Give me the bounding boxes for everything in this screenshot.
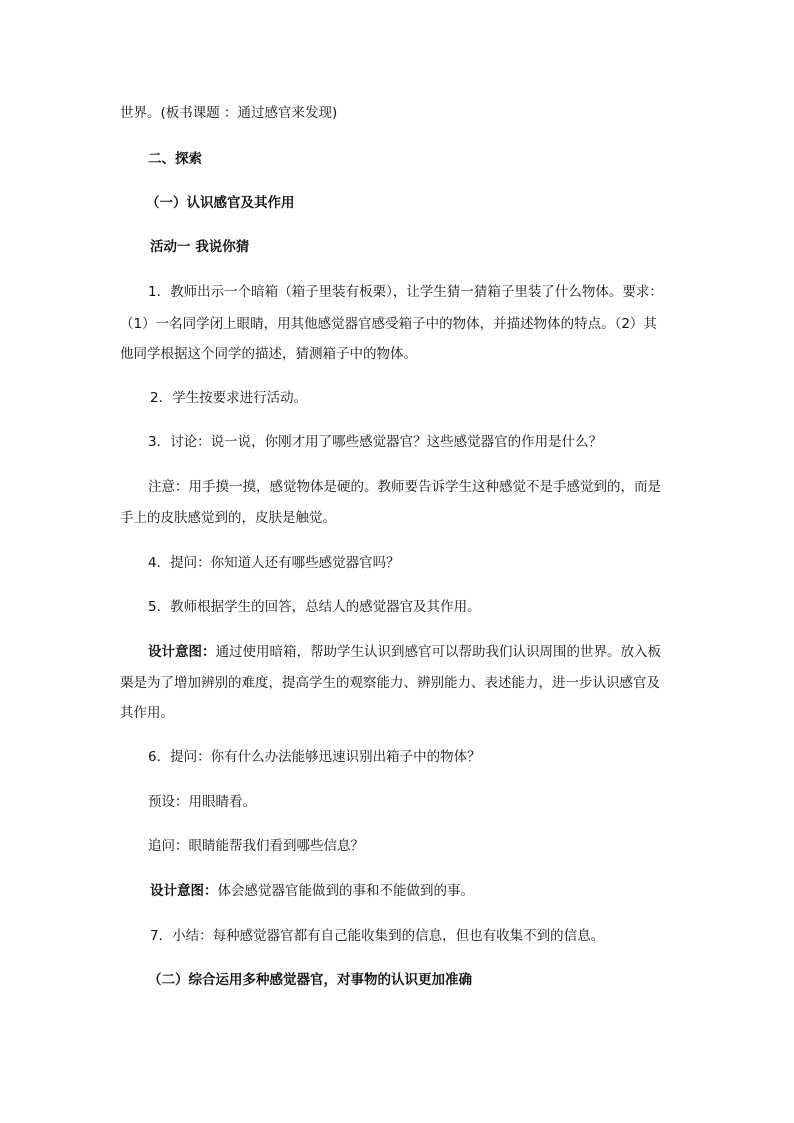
- paragraph-step-7-summary: 7．小结：每种感觉器官都有自己能收集到的信息，但也有收集不到的信息。: [150, 928, 605, 944]
- paragraph-step-6: 6．提问：你有什么办法能够迅速识别出箱子中的物体？: [148, 749, 481, 765]
- paragraph-step-1-line-3: 他同学根据这个同学的描述，猜测箱子中的物体。: [120, 346, 417, 362]
- paragraph-step-1-line-1: 1．教师出示一个暗箱（箱子里装有板栗），让学生猜一猜箱子里装了什么物体。要求：: [148, 284, 663, 300]
- paragraph-step-1-line-2: （1）一名同学闭上眼睛，用其他感觉器官感受箱子中的物体，并描述物体的特点。（2）其: [120, 316, 657, 332]
- activity-one-heading: 活动一 我说你猜: [150, 239, 250, 255]
- paragraph-preset: 预设：用眼睛看。: [148, 794, 256, 810]
- design-intent-label-2: 设计意图：: [150, 883, 218, 899]
- paragraph-design-intent-1-line-2: 栗是为了增加辨别的难度，提高学生的观察能力、辨别能力、表述能力，进一步认识感官及: [120, 675, 660, 691]
- paragraph-design-intent-1-line-1: [148, 643, 708, 661]
- heading-explore: 二、探索: [148, 151, 202, 167]
- paragraph-step-4: 4．提问：你知道人还有哪些感觉器官吗？: [148, 555, 400, 571]
- paragraph-note-line-1: 注意：用手摸一摸，感觉物体是硬的。教师要告诉学生这种感觉不是手感觉到的，而是: [148, 479, 661, 495]
- paragraph-step-5: 5．教师根据学生的回答，总结人的感觉器官及其作用。: [148, 599, 481, 615]
- design-intent-1-text: 通过使用暗箱，帮助学生认识到感官可以帮助我们认识周围的世界。放入板: [215, 644, 661, 660]
- paragraph-design-intent-1-line-3: 其作用。: [120, 705, 174, 721]
- subheading-senses: （一）认识感官及其作用: [146, 195, 295, 211]
- subheading-multiple-senses: （二）综合运用多种感觉器官，对事物的认识更加准确: [148, 972, 472, 988]
- paragraph-step-3: 3．讨论：说一说，你刚才用了哪些感觉器官？这些感觉器官的作用是什么？: [148, 434, 603, 450]
- design-intent-label-1: 设计意图：: [148, 644, 216, 660]
- text-line-board-title: 世界。(板书课题 ：通过感官来发现): [120, 105, 338, 121]
- paragraph-step-2: 2．学生按要求进行活动。: [150, 390, 308, 406]
- design-intent-2-text: 体会感觉器官能做到的事和不能做到的事。: [217, 883, 474, 899]
- paragraph-note-line-2: 手上的皮肤感觉到的，皮肤是触觉。: [120, 510, 336, 526]
- paragraph-design-intent-2: [150, 882, 710, 900]
- paragraph-follow-up: 追问：眼睛能帮我们看到哪些信息？: [148, 838, 364, 854]
